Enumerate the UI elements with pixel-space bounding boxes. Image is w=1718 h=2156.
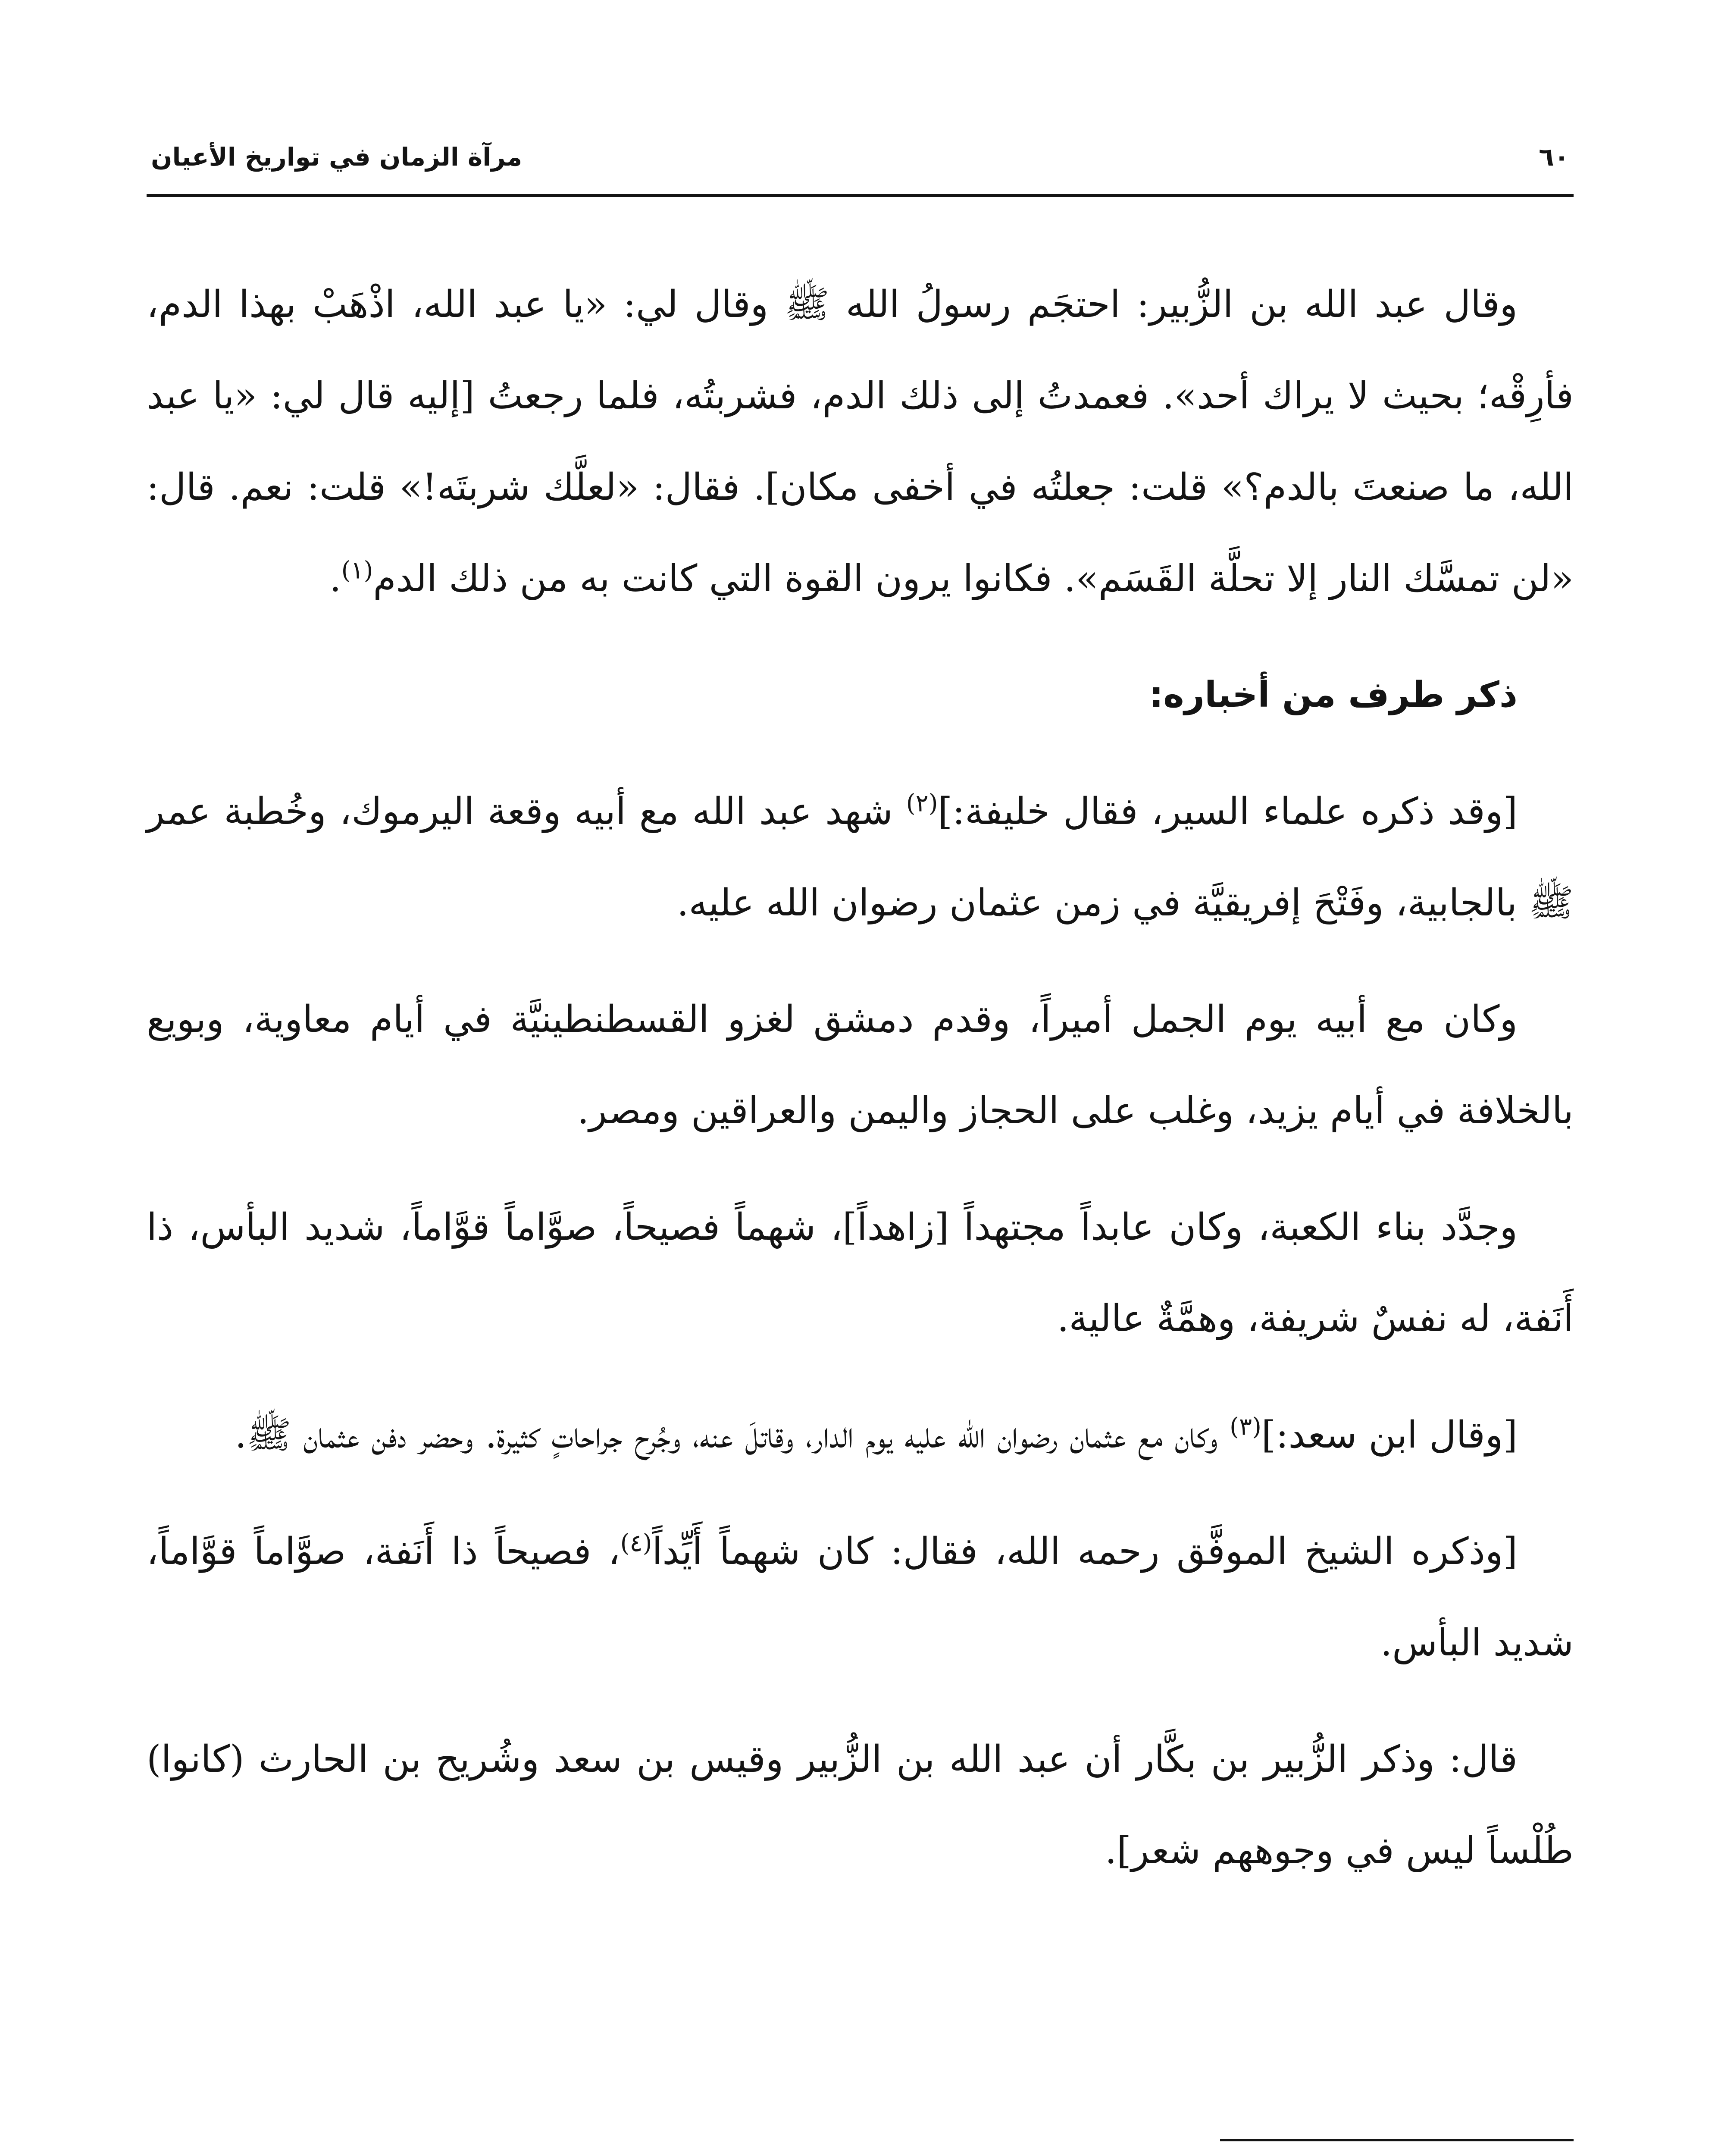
paragraph-2 [147, 766, 1574, 949]
section-heading: ذكر طرف من أخباره: [1149, 674, 1518, 715]
paragraph-4: وجدَّد بناء الكعبة، وكان عابداً مجتهداً [زاهداً]، شهماً فصيحاً، صوَّاماً قوَّاماً، شديد البأس، ذا أَنَفة، له نفسٌ شريفة، وهمَّةٌ عالية. [147, 1206, 1574, 1340]
footnote-ref-3: (٣) [1230, 1413, 1261, 1441]
paragraph-2-start: [وقد ذكره علماء السير، فقال خليفة:] [938, 790, 1518, 833]
footnote-rule [1220, 2139, 1574, 2141]
paragraph-1-end: . [329, 557, 341, 600]
footnote-ref-1: (١) [341, 556, 373, 585]
paragraph-7: قال: وذكر الزُّبير بن بكَّار أن عبد الله بن الزُّبير وقيس بن سعد وشُريح بن الحارث (كانوا) طُلْساً ليس في وجوههم شعر]. [147, 1738, 1574, 1872]
paragraph-5 [147, 1389, 1574, 1481]
footnote-ref-2: (٢) [906, 789, 938, 818]
header-rule [147, 194, 1574, 197]
paragraph-5-start: [وقال ابن سعد:] [1261, 1413, 1518, 1457]
paragraph-2-rest: شهد عبد الله مع أبيه وقعة اليرموك، وخُطبة عمر ﷺ بالجابية، وفَتْحَ إفريقيَّة في زمن عثمان رضوان الله عليه. [147, 790, 1574, 924]
paragraph-5-rest: وكان مع عثمان رضوان الله عليه يوم الدار، وقاتلَ عنه، وجُرح جراحاتٍ كثيرة. وحضر دفن عثمان ﷺ. [235, 1413, 1230, 1457]
main-text [147, 259, 1574, 1921]
paragraph-1-text: وقال عبد الله بن الزُّبير: احتجَم رسولُ الله ﷺ وقال لي: «يا عبد الله، اذْهَبْ بهذا الدم، فأرِقْه؛ بحيث لا يراك أحد». فعمدتُ إلى ذلك الدم، فشربتُه، فلما رجعتُ [إليه قال لي: «يا عبد الله، ما صنعتَ بالدم؟» قلت: جعلتُه في أخفى مكان]. فقال: «لعلَّك شربتَه!» قلت: نعم. قال: «لن تمسَّك النار إلا تحلَّة القَسَم». فكانوا يرون القوة التي كانت به من ذلك الدم [147, 283, 1574, 600]
paragraph-3: وكان مع أبيه يوم الجمل أميراً، وقدم دمشق لغزو القسطنطينيَّة في أيام معاوية، وبويع بالخلافة في أيام يزيد، وغلب على الحجاز واليمن والعراقين ومصر. [147, 998, 1574, 1132]
footnote-ref-4: (٤) [620, 1529, 652, 1557]
paragraph-6-rest: ، فصيحاً ذا أَنَفة، صوَّاماً قوَّاماً، شديد البأس. [147, 1530, 1574, 1664]
page-header [147, 129, 1574, 194]
paragraph-6-start: [وذكره الشيخ الموفَّق رحمه الله، فقال: كان شهماً أَيِّداً [652, 1530, 1518, 1573]
book-page [147, 129, 1574, 2156]
running-title: مرآة الزمان في تواريخ الأعيان [151, 142, 523, 172]
paragraph-6 [147, 1506, 1574, 1689]
page-number: ٦٠ [1539, 142, 1569, 172]
paragraph-1 [147, 259, 1574, 624]
